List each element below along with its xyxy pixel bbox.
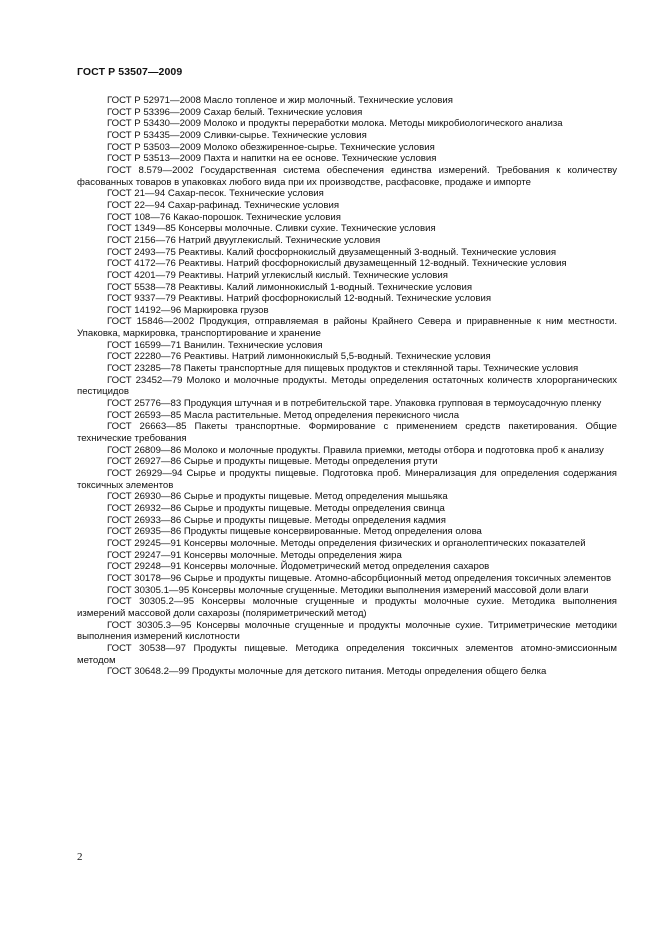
reference-item: ГОСТ 8.579—2002 Государственная система обеспечения единства измерений. Требования к количеству фасованных товаров в упаковках любого вида при их производстве, расфасовке, продаже и импорте [77,164,617,188]
reference-item: ГОСТ 30538—97 Продукты пищевые. Методика определения токсичных элементов атомно-эмиссионным методом [77,642,617,666]
reference-item: ГОСТ 26933—86 Сырье и продукты пищевые. Методы определения кадмия [107,514,446,526]
reference-item: ГОСТ Р 53435—2009 Сливки-сырье. Технические условия [107,129,367,141]
reference-item: ГОСТ 26663—85 Пакеты транспортные. Формирование с применением средств пакетирования. Общие технические требования [77,421,617,445]
reference-item: ГОСТ Р 53503—2009 Молоко обезжиренное-сырье. Технические условия [107,141,435,153]
reference-item: ГОСТ 2493—75 Реактивы. Калий фосфорнокислый двузамещенный 3-водный. Технические условия [107,246,557,258]
reference-item: ГОСТ 23452—79 Молоко и молочные продукты. Методы определения остаточных количеств хлорорганических пестицидов [77,374,617,398]
reference-item: ГОСТ Р 53396—2009 Сахар белый. Технические условия [107,106,363,118]
reference-item: ГОСТ Р 52971—2008 Масло топленое и жир молочный. Технические условия [107,95,453,106]
reference-item: ГОСТ 26930—86 Сырье и продукты пищевые. Метод определения мышьяка [107,491,448,503]
reference-item: ГОСТ 26593—85 Масла растительные. Метод определения перекисного числа [107,409,460,421]
reference-item: ГОСТ 30178—96 Сырье и продукты пищевые. Атомно-абсорбционный метод определения токсичных элементов [107,572,612,584]
reference-item: ГОСТ 14192—96 Маркировка грузов [107,304,269,316]
reference-item: ГОСТ 15846—2002 Продукция, отправляемая в районы Крайнего Севера и приравненные к ним местности. Упаковка, маркировка, транспортирование и хранение [77,316,617,340]
page-number: 2 [77,851,83,863]
reference-item: ГОСТ 9337—79 Реактивы. Натрий фосфорнокислый 12-водный. Технические условия [107,293,492,305]
reference-item: ГОСТ 22—94 Сахар-рафинад. Технические условия [107,199,340,211]
reference-item: ГОСТ 26929—94 Сырье и продукты пищевые. Подготовка проб. Минерализация для определения содержания токсичных элементов [77,468,617,491]
reference-item: ГОСТ 26809—86 Молоко и молочные продукты. Правила приемки, методы отбора и подготовка проб к анализу [107,444,604,456]
reference-item: ГОСТ 23285—78 Пакеты транспортные для пищевых продуктов и стеклянной тары. Технические условия [107,363,579,375]
reference-item: ГОСТ 4201—79 Реактивы. Натрий углекислый кислый. Технические условия [107,269,448,281]
reference-item: ГОСТ 30305.3—95 Консервы молочные сгущенные и продукты молочные сухие. Титриметрические методики выполнения измерений кислотности [77,619,617,643]
reference-item: ГОСТ 26932—86 Сырье и продукты пищевые. Методы определения свинца [107,502,445,514]
reference-item: ГОСТ 2156—76 Натрий двууглекислый. Технические условия [107,234,381,246]
reference-item: ГОСТ 108—76 Какао-порошок. Технические условия [107,211,341,223]
reference-item: ГОСТ 5538—78 Реактивы. Калий лимоннокислый 1-водный. Технические условия [107,281,473,293]
reference-item: ГОСТ 21—94 Сахар-песок. Технические условия [107,188,324,200]
reference-item: ГОСТ Р 53430—2009 Молоко и продукты переработки молока. Методы микробиологического анализа [107,118,563,130]
reference-item: ГОСТ 29248—91 Консервы молочные. Йодометрический метод определения сахаров [107,561,490,573]
reference-item: ГОСТ 4172—76 Реактивы. Натрий фосфорнокислый двузамещенный 12-водный. Технические условия [107,258,567,270]
reference-item: ГОСТ 25776—83 Продукция штучная и в потребительской таре. Упаковка групповая в термоусадочную пленку [107,398,602,410]
reference-item: ГОСТ Р 53513—2009 Пахта и напитки на ее основе. Технические условия [107,153,437,165]
reference-item: ГОСТ 22280—76 Реактивы. Натрий лимоннокислый 5,5-водный. Технические условия [107,351,491,363]
reference-item: ГОСТ 26927—86 Сырье и продукты пищевые. Методы определения ртути [107,456,438,468]
reference-item: ГОСТ 30648.2—99 Продукты молочные для детского питания. Методы определения общего белка [107,666,547,678]
document-header: ГОСТ Р 53507—2009 [77,66,183,78]
normative-references-list [77,95,617,678]
reference-item: ГОСТ 29247—91 Консервы молочные. Методы определения жира [107,549,402,561]
reference-item: ГОСТ 30305.2—95 Консервы молочные сгущенные и продукты молочные сухие. Методика выполнения измерений массовой доли сахарозы (поляриметрический метод) [77,596,617,619]
reference-item: ГОСТ 26935—86 Продукты пищевые консервированные. Метод определения олова [107,526,482,538]
reference-item: ГОСТ 30305.1—95 Консервы молочные сгущенные. Методики выполнения измерений массовой доли влаги [107,584,589,596]
reference-item: ГОСТ 1349—85 Консервы молочные. Сливки сухие. Технические условия [107,223,436,235]
reference-item: ГОСТ 16599—71 Ванилин. Технические условия [107,339,323,351]
reference-item: ГОСТ 29245—91 Консервы молочные. Методы определения физических и органолептических показателей [107,537,586,549]
